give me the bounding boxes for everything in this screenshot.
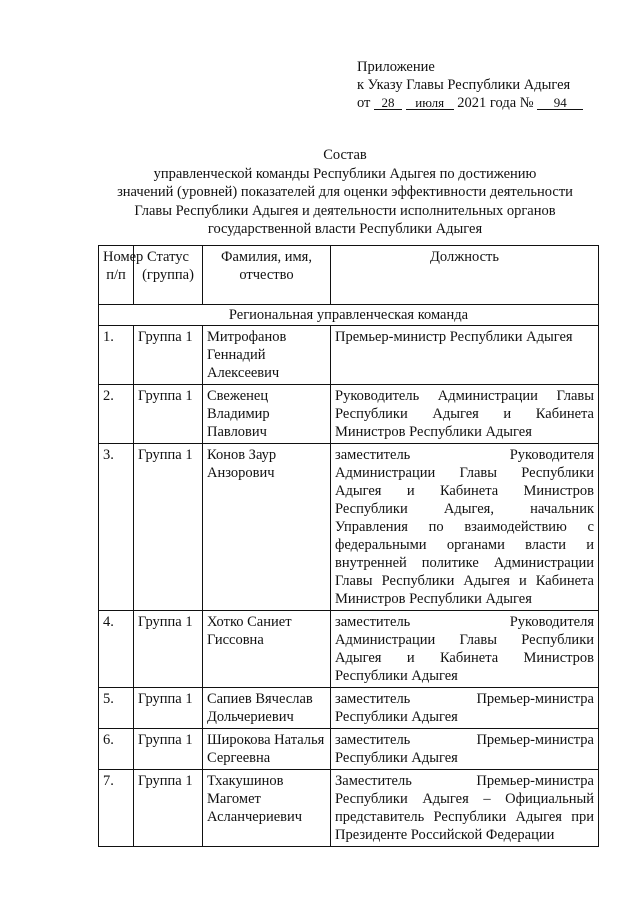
table-row xyxy=(99,729,599,770)
title-line-1: Состав xyxy=(323,147,367,163)
table-header-row xyxy=(99,246,599,305)
row-name: Митрофанов Геннадий Алексеевич xyxy=(203,326,331,385)
table-row xyxy=(99,385,599,444)
section-row xyxy=(99,305,599,326)
row-number: 4. xyxy=(99,611,134,688)
header-number: Номер п/п xyxy=(99,246,134,305)
row-position: Руководитель Администрации Главы Республики Адыгея и Кабинета Министров Республики Адыгея xyxy=(331,385,599,444)
header-name: Фамилия, имя, отчество xyxy=(203,246,331,305)
appendix-date-line xyxy=(357,94,583,112)
decree-year: 2021 года № xyxy=(457,95,534,111)
appendix-reference: к Указу Главы Республики Адыгея xyxy=(357,77,571,93)
row-group: Группа 1 xyxy=(134,385,203,444)
decree-day: 28 xyxy=(374,96,402,110)
table-row xyxy=(99,326,599,385)
row-name: Хотко Саниет Гиссовна xyxy=(203,611,331,688)
row-group: Группа 1 xyxy=(134,688,203,729)
title-line-3: значений (уровней) показателей для оценки эффективности деятельности xyxy=(117,184,573,200)
from-label: от xyxy=(357,95,371,111)
row-number: 2. xyxy=(99,385,134,444)
row-group: Группа 1 xyxy=(134,326,203,385)
row-name: Сапиев Вячеслав Дольчериевич xyxy=(203,688,331,729)
table-row xyxy=(99,688,599,729)
row-name: Широкова Наталья Сергеевна xyxy=(203,729,331,770)
team-table xyxy=(98,245,599,847)
title-line-4: Главы Республики Адыгея и деятельности исполнительных органов xyxy=(134,202,556,219)
row-group: Группа 1 xyxy=(134,770,203,847)
appendix-block xyxy=(357,58,583,112)
row-number: 3. xyxy=(99,444,134,611)
section-title: Региональная управленческая команда xyxy=(99,305,599,326)
row-number: 1. xyxy=(99,326,134,385)
row-position: Заместитель Премьер-министра Республики Адыгея – Официальный представитель Республики Адыгея при Президенте Российской Федерации xyxy=(331,770,599,847)
row-position: заместитель Премьер-министра Республики Адыгея xyxy=(331,729,599,770)
row-position: заместитель Премьер-министра Республики Адыгея xyxy=(331,688,599,729)
row-number: 6. xyxy=(99,729,134,770)
appendix-label: Приложение xyxy=(357,59,435,75)
decree-month: июля xyxy=(406,96,454,110)
title-line-5: государственной власти Республики Адыгея xyxy=(207,221,483,237)
row-position: Премьер-министр Республики Адыгея xyxy=(331,326,599,385)
row-name: Конов Заур Анзорович xyxy=(203,444,331,611)
row-position: заместитель Руководителя Администрации Главы Республики Адыгея и Кабинета Министров Республики Адыгея xyxy=(331,611,599,688)
row-group: Группа 1 xyxy=(134,729,203,770)
header-status: Статус (группа) xyxy=(134,246,203,305)
table-row xyxy=(99,611,599,688)
title-line-2: управленческой команды Республики Адыгея по достижению xyxy=(153,165,537,182)
row-group: Группа 1 xyxy=(134,611,203,688)
row-number: 7. xyxy=(99,770,134,847)
row-number: 5. xyxy=(99,688,134,729)
header-position: Должность xyxy=(331,246,599,305)
table-row xyxy=(99,770,599,847)
row-position: заместитель Руководителя Администрации Главы Республики Адыгея и Кабинета Министров Республики Адыгея, начальник Управления по взаимодействию с федеральными органами власти и внутренней политике Администрации Главы Республики Адыгея и Кабинета Министров Республики Адыгея xyxy=(331,444,599,611)
row-name: Свеженец Владимир Павлович xyxy=(203,385,331,444)
decree-number: 94 xyxy=(537,96,583,110)
row-name: Тхакушинов Магомет Асланчериевич xyxy=(203,770,331,847)
table-row xyxy=(99,444,599,611)
document-title xyxy=(80,146,610,239)
row-group: Группа 1 xyxy=(134,444,203,611)
